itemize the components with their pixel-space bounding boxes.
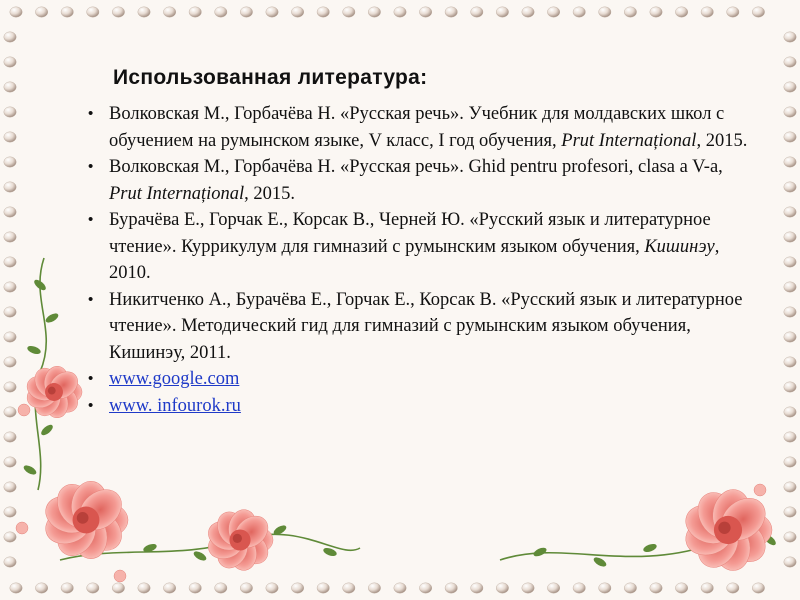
reference-item [88,154,758,207]
reference-publisher: Кишинэу [644,236,715,257]
reference-item [88,101,758,154]
reference-text: Никитченко А., Бурачёва Е., Горчак Е., Корсак В. «Русский язык и литературное чтение». Методический гид для гимназий с румынским языком обучения, Кишинэу, 2011. [109,289,743,363]
reference-item [88,207,758,287]
page-title: Использованная литература: [113,66,428,89]
reference-text: , 2010. [109,236,720,283]
reference-item [88,287,758,367]
reference-text: Волковская М., Горбачёва Н. «Русская речь». Учебник для молдавских школ с обучением на румынском языке, V класс, I год обучения, [109,104,725,151]
reference-list [88,101,758,419]
reference-publisher: Prut Internațional [561,130,697,151]
reference-publisher: Prut Internațional [109,183,245,204]
link-item [88,366,758,393]
reference-text: , 2015. [244,183,296,204]
google-link[interactable]: www.google.com [109,369,240,389]
infourok-link[interactable]: www. infourok.ru [109,395,241,416]
reference-text: Бурачёва Е., Горчак Е., Корсак В., Черней Ю. «Русский язык и литературное чтение». Куррикулум для гимназий с румынским языком обучения, [109,210,711,257]
reference-text: , 2015. [696,130,748,151]
reference-text: Волковская М., Горбачёва Н. «Русская речь». Ghid pentru profesori, clasa a V-a, [109,157,723,177]
link-item [88,393,758,420]
